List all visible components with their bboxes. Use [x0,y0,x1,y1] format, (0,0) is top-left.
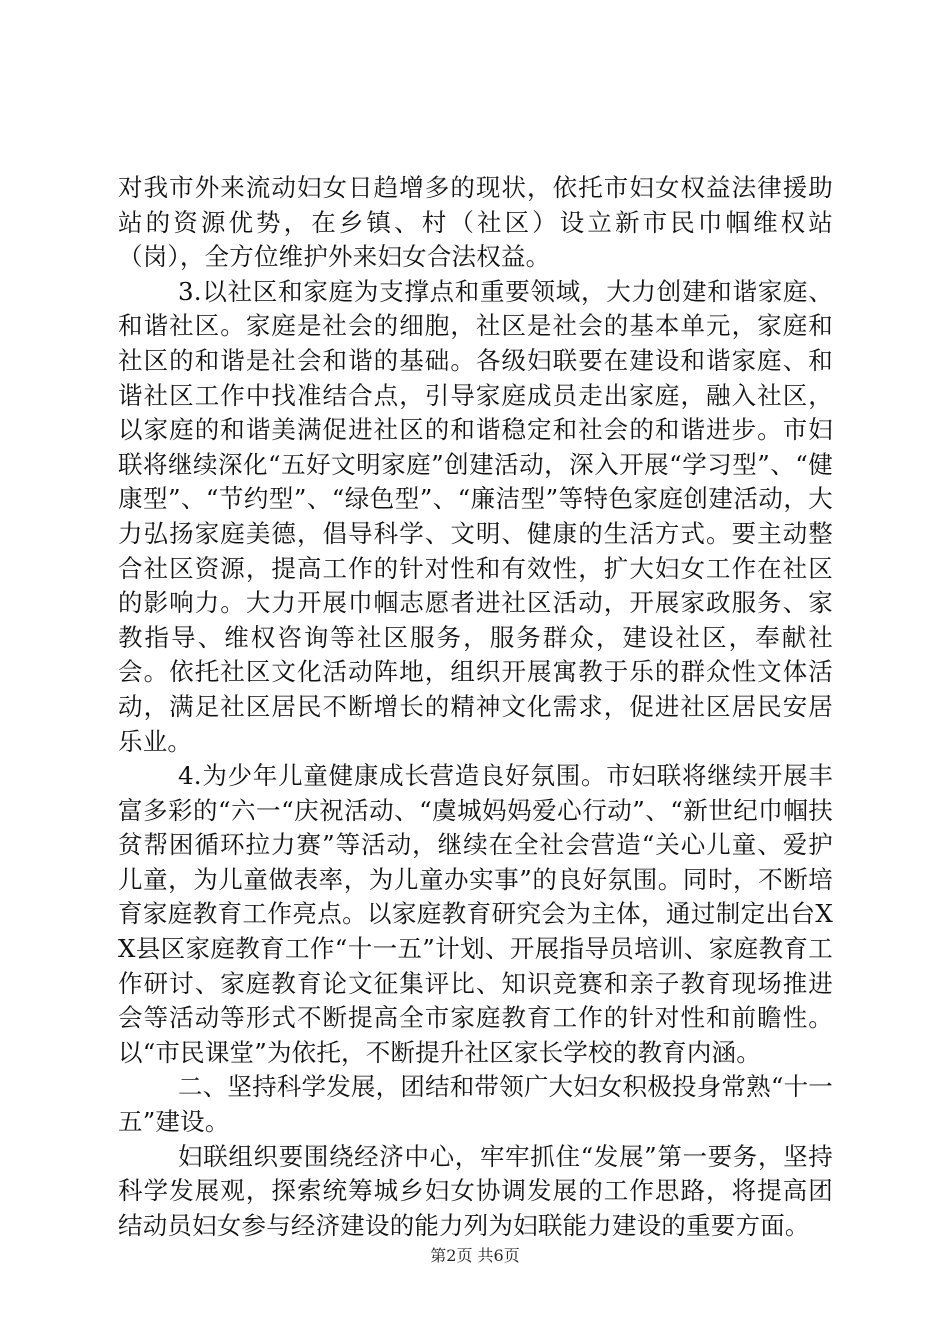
paragraph-economic-center: 妇联组织要围绕经济中心，牢牢抓住“发展”第一要务，坚持科学发展观，探索统筹城乡妇女协调发展的工作思路，将提高团结动员妇女参与经济建设的能力列为妇联能力建设的重要方面。 [118,1141,833,1240]
page-number-footer: 第2页 共6页 [430,1246,520,1265]
paragraph-children: 4.为少年儿童健康成长营造良好氛围。市妇联将继续开展丰富多彩的“六一“庆祝活动、“虞城妈妈爱心行动”、“新世纪巾帼扶贫帮困循环拉力赛”等活动，继续在全社会营造“关心儿童、爱护儿童，为儿童做表率，为儿童办实事”的良好氛围。同时，不断培育家庭教育工作亮点。以家庭教育研究会为主体，通过制定出台XX县区家庭教育工作“十一五”计划、开展指导员培训、家庭教育工作研讨、家庭教育论文征集评比、知识竞赛和亲子教育现场推进会等活动等形式不断提高全市家庭教育工作的针对性和前瞻性。以“市民课堂”为依托，不断提升社区家长学校的教育内涵。 [118,761,833,1067]
paragraph-community-family: 3.以社区和家庭为支撑点和重要领域，大力创建和谐家庭、和谐社区。家庭是社会的细胞，社区是社会的基本单元，家庭和社区的和谐是社会和谐的基础。各级妇联要在建设和谐家庭、和谐社区工作中找准结合点，引导家庭成员走出家庭，融入社区，以家庭的和谐美满促进社区的和谐稳定和社会的和谐进步。市妇联将继续深化“五好文明家庭”创建活动，深入开展“学习型”、“健康型”、“节约型”、“绿色型”、“廉洁型”等特色家庭创建活动，大力弘扬家庭美德，倡导科学、文明、健康的生活方式。要主动整合社区资源，提高工作的针对性和有效性，扩大妇女工作在社区的影响力。大力开展巾帼志愿者进社区活动，开展家政服务、家教指导、维权咨询等社区服务，服务群众，建设社区，奉献社会。依托社区文化活动阵地，组织开展寓教于乐的群众性文体活动，满足社区居民不断增长的精神文化需求，促进社区居民安居乐业。 [118,276,833,756]
document-body [118,171,833,1243]
section-heading-scientific-development: 二、坚持科学发展，团结和带领广大妇女积极投身常熟“十一五”建设。 [118,1072,833,1137]
paragraph-continuation: 对我市外来流动妇女日趋增多的现状，依托市妇女权益法律援助站的资源优势，在乡镇、村（社区）设立新市民巾帼维权站（岗），全方位维护外来妇女合法权益。 [118,173,833,272]
